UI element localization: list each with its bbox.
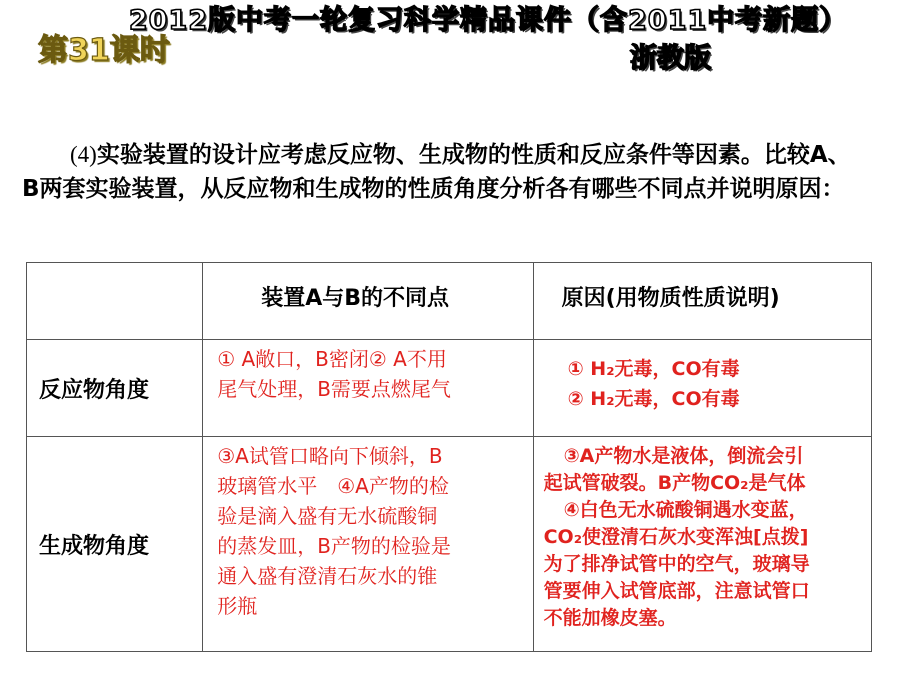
text-line: 不能加橡皮塞。 (543, 607, 677, 629)
table-header-empty (27, 263, 203, 340)
row-label-reactants: 反应物角度 (27, 340, 203, 437)
text-line: ① H₂无毒，CO有毒 (567, 358, 740, 380)
page-header-subtitle: 浙教版 (630, 43, 711, 74)
text-line: 玻璃管水平 ④A产物的检 (217, 474, 449, 498)
lesson-badge: 第31课时 (38, 33, 170, 68)
text-line: ① A敞口，B密闭② A不用 (217, 347, 447, 371)
cell-differences-reactants (203, 340, 533, 437)
cell-reasons-reactants (533, 340, 871, 437)
comparison-table (26, 262, 872, 652)
table-header-differences: 装置A与B的不同点 (203, 263, 533, 340)
table-row-reactants (27, 340, 872, 437)
cell-differences-products (203, 437, 533, 652)
table-row-products (27, 437, 872, 652)
text-line: 起试管破裂。B产物CO₂是气体 (543, 472, 806, 494)
text-line: 验是滴入盛有无水硫酸铜 (217, 504, 438, 528)
text-line: 的蒸发皿，B产物的检验是 (217, 534, 451, 558)
text-line: 形瓶 (217, 594, 258, 618)
row-label-products: 生成物角度 (27, 437, 203, 652)
text-line: ③A产物水是液体，倒流会引 (563, 445, 804, 467)
page-header-title: 2012版中考一轮复习科学精品课件（含2011中考新题） (128, 5, 848, 36)
text-line: 尾气处理，B需要点燃尾气 (217, 377, 451, 401)
text-line: 管要伸入试管底部，注意试管口 (543, 580, 810, 602)
question-number: (4) (70, 142, 97, 167)
table-header-row (27, 263, 872, 340)
cell-reasons-products (533, 437, 871, 652)
question-text: 实验装置的设计应考虑反应物、生成物的性质和反应条件等因素。比较A、B两套实验装置，从反应物和生成物的性质角度分析各有哪些不同点并说明原因： (22, 142, 851, 202)
text-line: CO₂使澄清石灰水变浑浊[点拨] (543, 526, 809, 548)
text-line: ② H₂无毒，CO有毒 (567, 388, 740, 410)
text-line: 为了排净试管中的空气，玻璃导 (543, 553, 810, 575)
text-line: ④白色无水硫酸铜遇水变蓝， (563, 499, 808, 521)
table-header-reasons: 原因(用物质性质说明) (533, 263, 871, 340)
question-paragraph (22, 138, 862, 206)
text-line: 通入盛有澄清石灰水的锥 (217, 564, 438, 588)
text-line: ③A试管口略向下倾斜，B (217, 444, 443, 468)
